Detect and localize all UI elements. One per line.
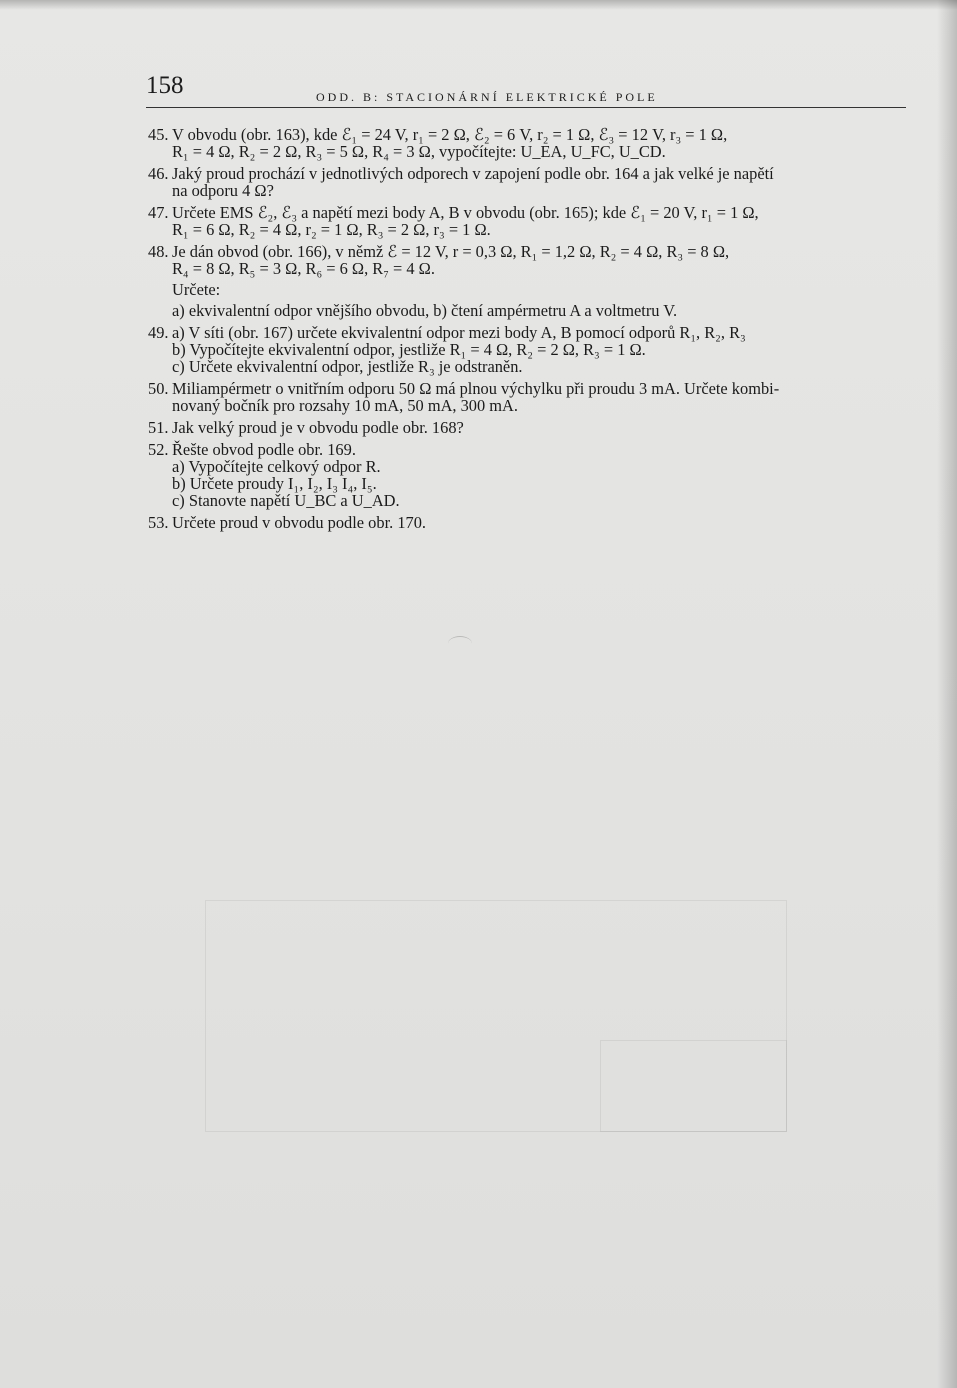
problem-text-line: Jak velký proud je v obvodu podle obr. 168? bbox=[172, 418, 464, 437]
problem-number: 46. bbox=[148, 164, 169, 183]
problem-51 bbox=[148, 419, 900, 436]
problem-47 bbox=[148, 204, 900, 238]
running-title: ODD. B: STACIONÁRNÍ ELEKTRICKÉ POLE bbox=[316, 90, 658, 104]
problem-text-line: Určete: bbox=[172, 280, 221, 299]
show-through-mark bbox=[600, 1040, 787, 1132]
problem-text-line: Miliampérmetr o vnitřním odporu 50 Ω má plnou výchylku při proudu 3 mA. Určete kombi- bbox=[172, 379, 780, 398]
problem-50 bbox=[148, 380, 900, 414]
problem-number: 48. bbox=[148, 242, 169, 261]
problem-number: 49. bbox=[148, 323, 169, 342]
problem-text-line: V obvodu (obr. 163), kde ℰ₁ = 24 V, r₁ = 2 Ω, ℰ₂ = 6 V, r₂ = 1 Ω, ℰ₃ = 12 V, r₃ = 1 Ω, bbox=[172, 125, 728, 144]
problem-text-line: c) Určete ekvivalentní odpor, jestliže R₃ je odstraněn. bbox=[172, 357, 523, 376]
problem-number: 50. bbox=[148, 379, 169, 398]
problem-text-line: na odporu 4 Ω? bbox=[172, 181, 274, 200]
page-right-shadow bbox=[937, 0, 957, 1388]
problem-text-line: Určete proud v obvodu podle obr. 170. bbox=[172, 513, 427, 532]
problem-53 bbox=[148, 514, 900, 531]
problem-text-line: Jaký proud prochází v jednotlivých odporech v zapojení podle obr. 164 a jak velké je napětí bbox=[172, 164, 774, 183]
page-top-shadow bbox=[0, 0, 957, 10]
problem-number: 52. bbox=[148, 440, 169, 459]
problem-number: 53. bbox=[148, 513, 169, 532]
problem-48 bbox=[148, 243, 900, 319]
problem-text-line: Je dán obvod (obr. 166), v němž ℰ = 12 V, r = 0,3 Ω, R₁ = 1,2 Ω, R₂ = 4 Ω, R₃ = 8 Ω, bbox=[172, 242, 730, 261]
problem-text-line: b) Určete proudy I₁, I₂, I₃ I₄, I₅. bbox=[172, 474, 377, 493]
problem-number: 51. bbox=[148, 418, 169, 437]
problem-number: 45. bbox=[148, 125, 169, 144]
page-header bbox=[146, 70, 906, 110]
problem-text-line: R₁ = 4 Ω, R₂ = 2 Ω, R₃ = 5 Ω, R₄ = 3 Ω, vypočítejte: U_EA, U_FC, U_CD. bbox=[172, 142, 666, 161]
problem-text-line: R₁ = 6 Ω, R₂ = 4 Ω, r₂ = 1 Ω, R₃ = 2 Ω, r₃ = 1 Ω. bbox=[172, 220, 491, 239]
problem-46 bbox=[148, 165, 900, 199]
show-through-mark bbox=[448, 636, 472, 651]
problem-text-line: Řešte obvod podle obr. 169. bbox=[172, 440, 356, 459]
problem-52 bbox=[148, 441, 900, 509]
problem-text-line: novaný bočník pro rozsahy 10 mA, 50 mA, 300 mA. bbox=[172, 396, 518, 415]
problem-text-line: c) Stanovte napětí U_BC a U_AD. bbox=[172, 491, 400, 510]
header-rule bbox=[146, 107, 906, 108]
problem-text-line: a) ekvivalentní odpor vnějšího obvodu, b) čtení ampérmetru A a voltmetru V. bbox=[172, 301, 678, 320]
problem-49 bbox=[148, 324, 900, 375]
problem-text-line: R₄ = 8 Ω, R₅ = 3 Ω, R₆ = 6 Ω, R₇ = 4 Ω. bbox=[172, 259, 435, 278]
problem-45 bbox=[148, 126, 900, 160]
problem-list bbox=[148, 126, 900, 536]
problem-number: 47. bbox=[148, 203, 169, 222]
problem-text-line: a) V síti (obr. 167) určete ekvivalentní odpor mezi body A, B pomocí odporů R₁, R₂, R₃ bbox=[172, 323, 746, 342]
problem-text-line: b) Vypočítejte ekvivalentní odpor, jestliže R₁ = 4 Ω, R₂ = 2 Ω, R₃ = 1 Ω. bbox=[172, 340, 646, 359]
problem-text-line: Určete EMS ℰ₂, ℰ₃ a napětí mezi body A, B v obvodu (obr. 165); kde ℰ₁ = 20 V, r₁ = 1 Ω, bbox=[172, 203, 759, 222]
page-number: 158 bbox=[146, 72, 184, 99]
problem-text-line: a) Vypočítejte celkový odpor R. bbox=[172, 457, 381, 476]
